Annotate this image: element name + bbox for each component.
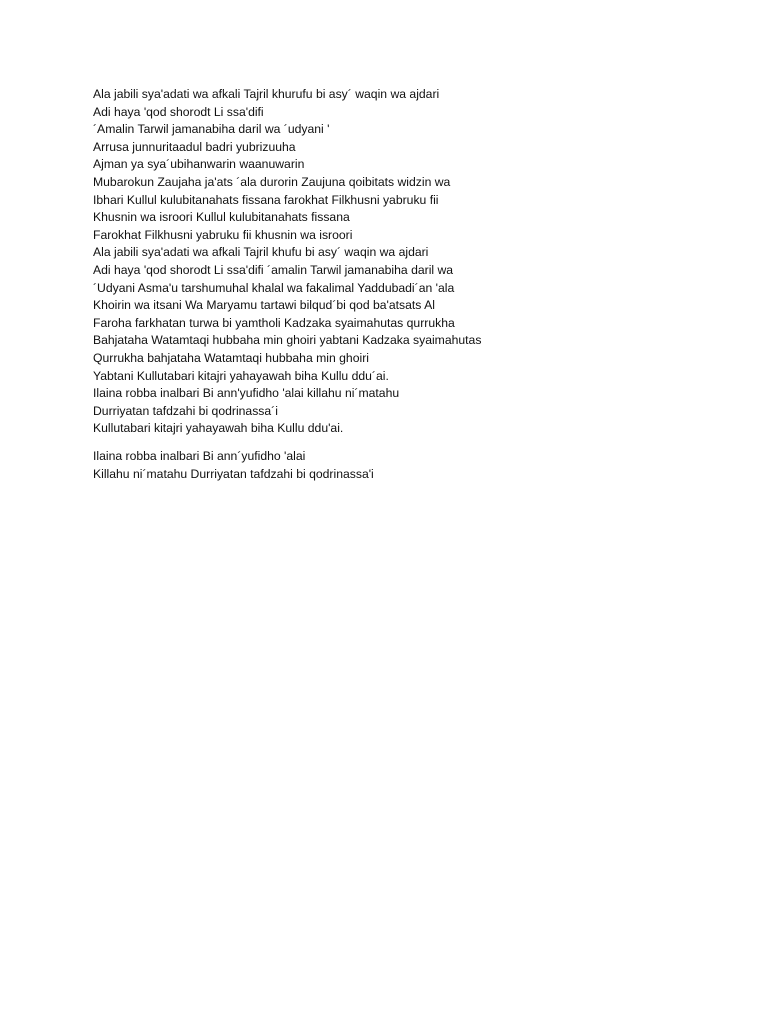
text-line: Mubarokun Zaujaha ja'ats ´ala durorin Zaujuna qoibitats widzin wa (93, 174, 451, 189)
lyrics-paragraph-2 (93, 448, 733, 483)
text-line: Adi haya 'qod shorodt Li ssa'difi ´amalin Tarwil jamanabiha daril wa (93, 262, 454, 277)
text-line: ´Udyani Asma'u tarshumuhal khalal wa fakalimal Yaddubadi´an 'ala (93, 280, 455, 295)
text-line: Adi haya 'qod shorodt Li ssa'difi (93, 104, 264, 119)
text-line: Farokhat Filkhusni yabruku fii khusnin wa isroori (93, 227, 353, 242)
text-line: Killahu ni´matahu Durriyatan tafdzahi bi qodrinassa'i (93, 466, 374, 481)
text-line: Faroha farkhatan turwa bi yamtholi Kadzaka syaimahutas qurrukha (93, 315, 455, 330)
text-line: Ibhari Kullul kulubitanahats fissana farokhat Filkhusni yabruku fii (93, 192, 439, 207)
text-line: Ala jabili sya'adati wa afkali Tajril khurufu bi asy´ waqin wa ajdari (93, 87, 440, 101)
text-line: Khoirin wa itsani Wa Maryamu tartawi bilqud´bi qod ba'atsats Al (93, 298, 435, 313)
text-line: Durriyatan tafdzahi bi qodrinassa´i (93, 403, 278, 418)
text-line: Ala jabili sya'adati wa afkali Tajril khufu bi asy´ waqin wa ajdari (93, 245, 429, 260)
text-line: ´Amalin Tarwil jamanabiha daril wa ´udyani ' (93, 122, 330, 137)
text-line: Arrusa junnuritaadul badri yubrizuuha (93, 139, 296, 154)
text-line: Yabtani Kullutabari kitajri yahayawah biha Kullu ddu´ai. (93, 368, 389, 383)
text-line: Bahjataha Watamtaqi hubbaha min ghoiri yabtani Kadzaka syaimahutas (93, 333, 482, 348)
text-line: Kullutabari kitajri yahayawah biha Kullu ddu'ai. (93, 421, 344, 436)
text-line: Ilaina robba inalbari Bi ann´yufidho 'alai (93, 449, 306, 463)
text-line: Ajman ya sya´ubihanwarin waanuwarin (93, 157, 305, 172)
text-line: Ilaina robba inalbari Bi ann'yufidho 'alai killahu ni´matahu (93, 386, 400, 401)
lyrics-paragraph-1 (93, 86, 733, 438)
text-line: Khusnin wa isroori Kullul kulubitanahats fissana (93, 210, 350, 225)
text-line: Qurrukha bahjataha Watamtaqi hubbaha min ghoiri (93, 350, 369, 365)
